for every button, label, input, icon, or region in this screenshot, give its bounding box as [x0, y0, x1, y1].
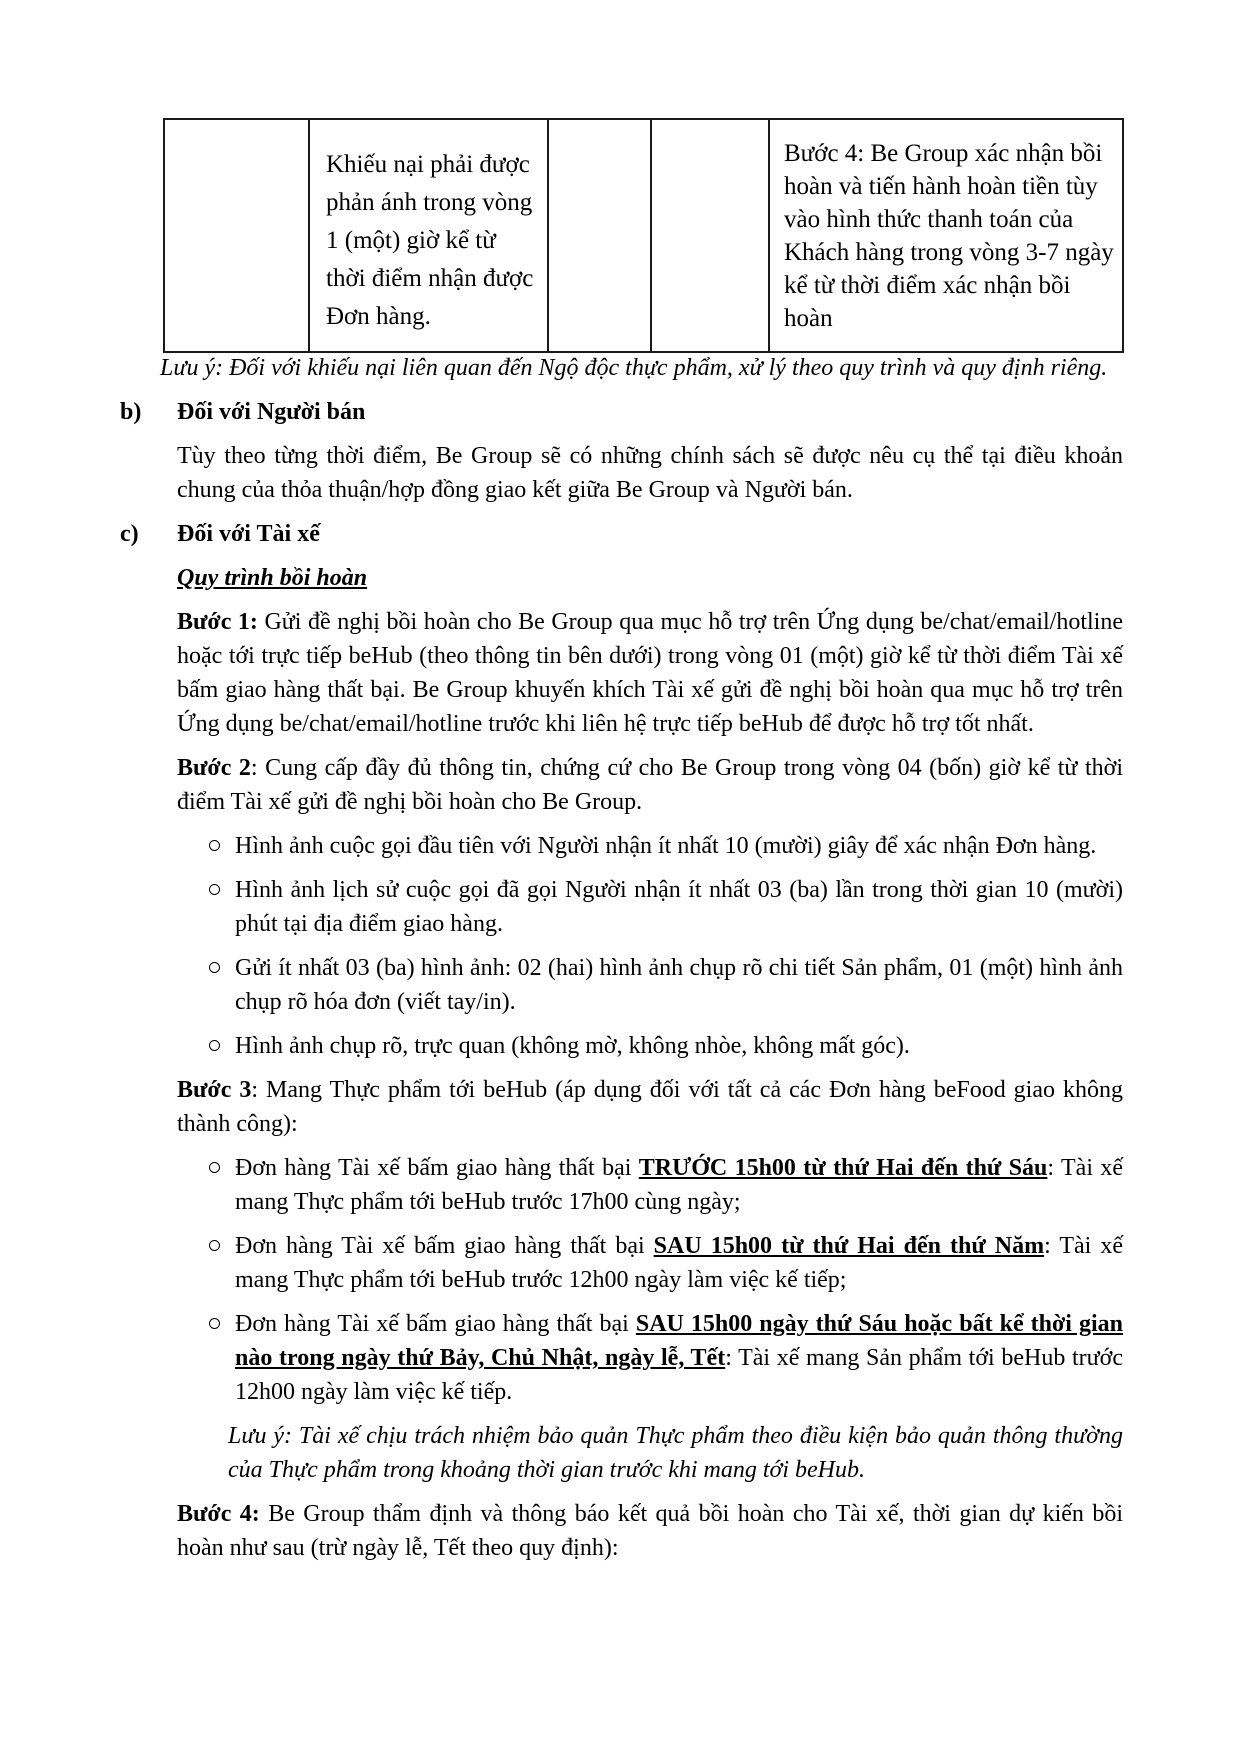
process-heading: Quy trình bồi hoàn — [177, 565, 368, 591]
note-driver-responsibility: Lưu ý: Tài xế chịu trách nhiệm bảo quản Thực phẩm theo điều kiện bảo quản thông thường của Thực phẩm trong khoảng thời gian trước khi mang tới beHub. — [228, 1423, 1123, 1483]
circle-bullet-icon — [209, 1240, 220, 1251]
section-c-heading — [120, 517, 1123, 551]
step2-bullet-2: Hình ảnh lịch sử cuộc gọi đã gọi Người nhận ít nhất 03 (ba) lần trong thời gian 10 (mười) phút tại địa điểm giao hàng. — [235, 873, 1123, 941]
section-b-label: b) — [120, 399, 142, 425]
note-food-poisoning: Lưu ý: Đối với khiếu nại liên quan đến Ngộ độc thực phẩm, xử lý theo quy trình và quy định riêng. — [160, 355, 1108, 381]
step3-bullet-2: Đơn hàng Tài xế bấm giao hàng thất bại SAU 15h00 từ thứ Hai đến thứ Năm: Tài xế mang Thực phẩm tới beHub trước 12h00 ngày làm việc kế tiếp; — [235, 1229, 1123, 1297]
step-3-paragraph: Bước 3: Mang Thực phẩm tới beHub (áp dụng đối với tất cả các Đơn hàng beFood giao không thành công): — [177, 1077, 1123, 1137]
circle-bullet-icon — [209, 1040, 220, 1051]
section-c-title: Đối với Tài xế — [177, 521, 320, 547]
step3-bullet-3: Đơn hàng Tài xế bấm giao hàng thất bại SAU 15h00 ngày thứ Sáu hoặc bất kể thời gian nào trong ngày thứ Bảy, Chủ Nhật, ngày lễ, Tết: Tài xế mang Sản phẩm tới beHub trước 12h00 ngày làm việc kế tiếp. — [235, 1307, 1123, 1409]
step-2-paragraph: Bước 2: Cung cấp đầy đủ thông tin, chứng cứ cho Be Group trong vòng 04 (bốn) giờ kể từ thời điểm Tài xế gửi đề nghị bồi hoàn cho Be Group. — [177, 755, 1123, 815]
step2-bullet-3: Gửi ít nhất 03 (ba) hình ảnh: 02 (hai) hình ảnh chụp rõ chi tiết Sản phẩm, 01 (một) hình ảnh chụp rõ hóa đơn (viết tay/in). — [235, 951, 1123, 1019]
step-1-label: Bước 1: — [177, 609, 258, 635]
circle-bullet-icon — [209, 884, 220, 895]
step2-bullet-1: Hình ảnh cuộc gọi đầu tiên với Người nhận ít nhất 10 (mười) giây để xác nhận Đơn hàng. — [235, 829, 1123, 863]
section-b-title: Đối với Người bán — [177, 399, 366, 425]
section-c-label: c) — [120, 521, 139, 547]
table-cell-empty-3 — [651, 119, 769, 352]
table-cell-empty-1 — [164, 119, 309, 352]
policy-table — [163, 118, 1124, 353]
step-4-label: Bước 4: — [177, 1501, 260, 1527]
circle-bullet-icon — [209, 962, 220, 973]
circle-bullet-icon — [209, 1318, 220, 1329]
table-cell-step4-refund: Bước 4: Be Group xác nhận bồi hoàn và tiến hành hoàn tiền tùy vào hình thức thanh toán của Khách hàng trong vòng 3-7 ngày kể từ thời điểm xác nhận bồi hoàn — [769, 119, 1123, 352]
section-b-heading — [120, 395, 1123, 429]
section-b-body: Tùy theo từng thời điểm, Be Group sẽ có những chính sách sẽ được nêu cụ thể tại điều khoản chung của thỏa thuận/hợp đồng giao kết giữa Be Group và Người bán. — [177, 443, 1123, 503]
table-cell-empty-2 — [548, 119, 651, 352]
document-body — [120, 327, 1123, 1565]
step-2-label: Bước 2 — [177, 755, 251, 781]
circle-bullet-icon — [209, 1162, 220, 1173]
step-1-paragraph: Bước 1: Gửi đề nghị bồi hoàn cho Be Group qua mục hỗ trợ trên Ứng dụng be/chat/email/hotline hoặc tới trực tiếp beHub (theo thông tin bên dưới) trong vòng 01 (một) giờ kể từ thời điểm Tài xế bấm giao hàng thất bại. Be Group khuyến khích Tài xế gửi đề nghị bồi hoàn qua mục hỗ trợ trên Ứng dụng be/chat/email/hotline trước khi liên hệ trực tiếp beHub để được hỗ trợ tốt nhất. — [177, 609, 1123, 737]
table-row — [164, 119, 1123, 352]
circle-bullet-icon — [209, 840, 220, 851]
step3-bullet-1: Đơn hàng Tài xế bấm giao hàng thất bại TRƯỚC 15h00 từ thứ Hai đến thứ Sáu: Tài xế mang Thực phẩm tới beHub trước 17h00 cùng ngày; — [235, 1151, 1123, 1219]
step-4-paragraph: Bước 4: Be Group thẩm định và thông báo kết quả bồi hoàn cho Tài xế, thời gian dự kiến bồi hoàn như sau (trừ ngày lễ, Tết theo quy định): — [177, 1501, 1124, 1561]
step-3-label: Bước 3 — [177, 1077, 252, 1103]
step2-bullet-4: Hình ảnh chụp rõ, trực quan (không mờ, không nhòe, không mất góc). — [235, 1029, 1123, 1063]
table-cell-complaint-deadline: Khiếu nại phải được phản ánh trong vòng 1 (một) giờ kể từ thời điểm nhận được Đơn hàng. — [309, 119, 548, 352]
